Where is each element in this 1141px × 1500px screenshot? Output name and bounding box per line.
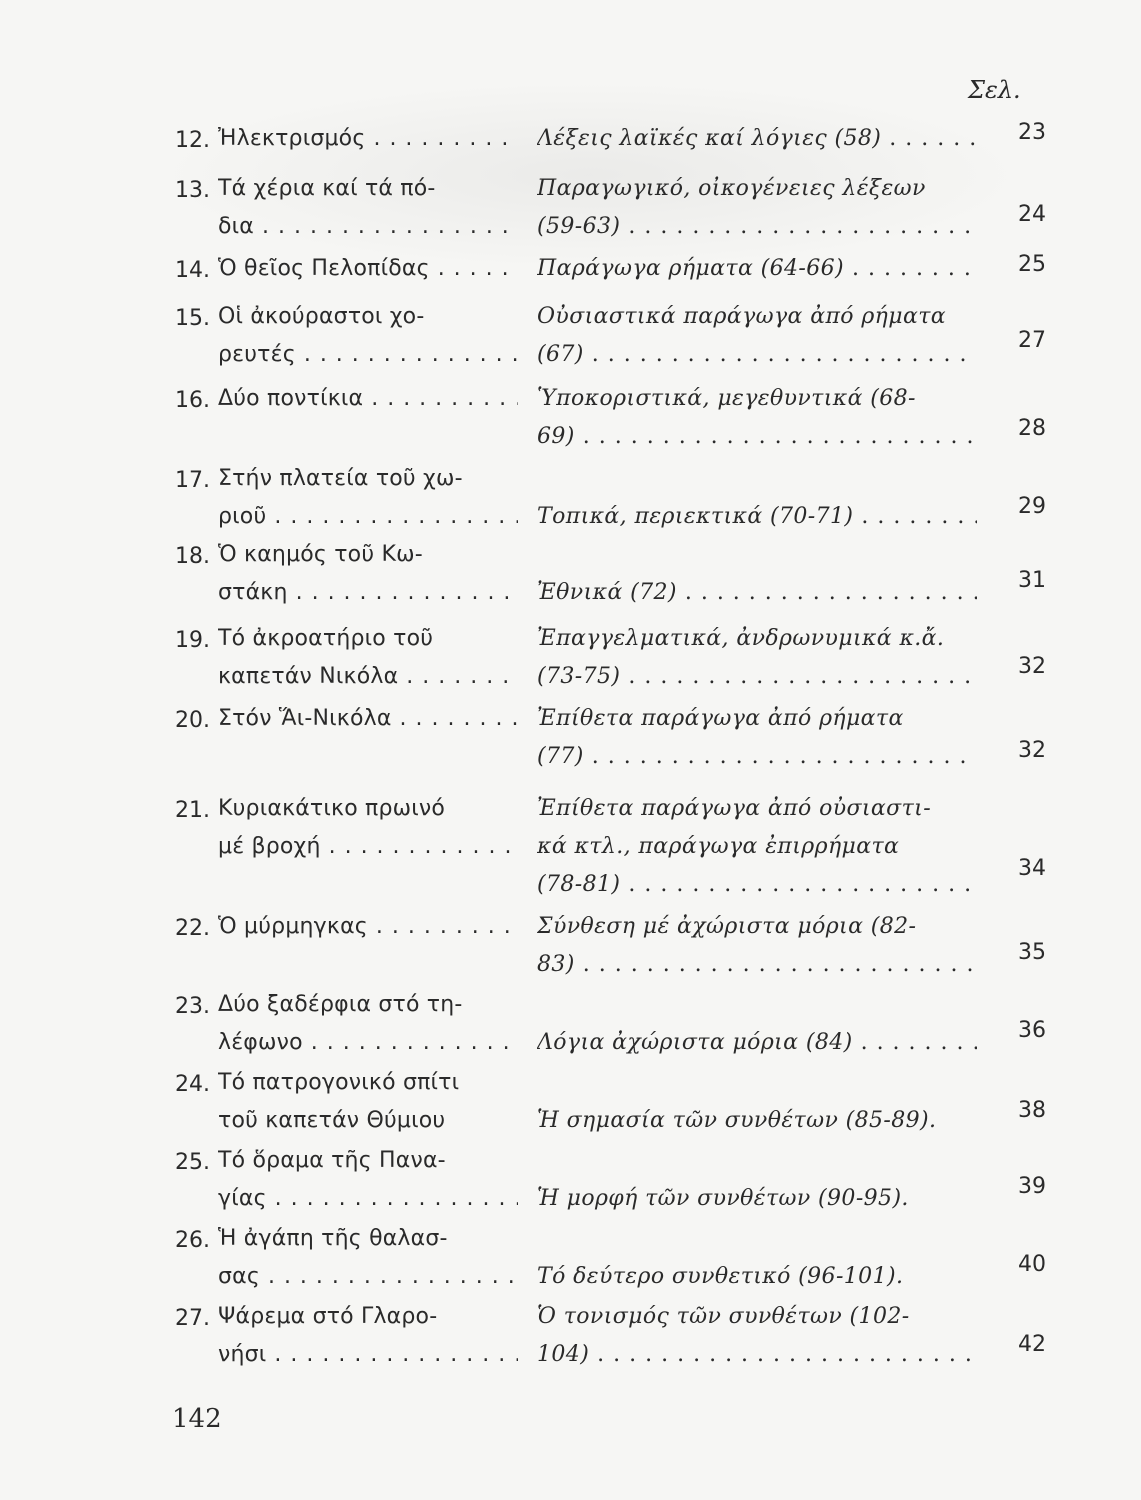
entry-topic-line: Ὑποκοριστικά, μεγεθυντικά (68- <box>537 386 916 411</box>
entry-page: 34 <box>1018 856 1046 881</box>
entry-topic-line: Ὁ τονισμός τῶν συνθέτων (102- <box>537 1304 910 1329</box>
entry-topic-line: Σύνθεση μέ ἀχώριστα μόρια (82- <box>537 914 917 939</box>
entry-page: 31 <box>1018 568 1046 593</box>
entry-number: 24. <box>175 1072 210 1097</box>
entry-title-line: Οἱ ἀκούραστοι χο- <box>218 304 425 329</box>
entry-title-line: γίας . . . <box>218 1180 518 1218</box>
entry-topic <box>537 298 977 374</box>
entry-title <box>218 460 518 536</box>
entry-topic-line: (59-63) . . . <box>537 208 977 246</box>
entry-page: 29 <box>1018 494 1046 519</box>
entry-number: 21. <box>175 798 210 823</box>
entry-title-line: σας . . . <box>218 1258 518 1296</box>
entry-title-line: καπετάν Νικόλα . . . <box>218 658 518 696</box>
entry-topic <box>537 460 977 536</box>
entry-title <box>218 1220 518 1296</box>
entry-page: 28 <box>1018 416 1046 441</box>
entry-number: 13. <box>175 178 210 203</box>
entry-title <box>218 1298 518 1374</box>
entry-number: 18. <box>175 544 210 569</box>
entry-page: 38 <box>1018 1098 1046 1123</box>
entry-title-line: Δύο ποντίκια . . . <box>218 380 518 418</box>
entry-topic-line: Τό δεύτερο συνθετικό (96-101). <box>537 1264 904 1289</box>
entry-topic <box>537 790 977 904</box>
entry-topic-line: (73-75) . . . <box>537 658 977 696</box>
entry-title-line: Ἠλεκτρισμός . . . <box>218 120 518 158</box>
entry-number: 27. <box>175 1306 210 1331</box>
page-column-header: Σελ. <box>968 76 1021 104</box>
entry-topic <box>537 1220 977 1296</box>
entry-topic <box>537 250 977 288</box>
entry-title-line: Τό ἀκροατήριο τοῦ <box>218 626 434 651</box>
entry-title-line: Στόν Ἅι-Νικόλα . . . <box>218 700 518 738</box>
entry-topic-line: Παραγωγικό, οἰκογένειες λέξεων <box>537 176 926 201</box>
page-number: 142 <box>172 1404 222 1434</box>
entry-title-line: Στήν πλατεία τοῦ χω- <box>218 466 463 491</box>
entry-title-line: Ἡ ἀγάπη τῆς θαλασ- <box>218 1226 448 1251</box>
entry-topic <box>537 380 977 456</box>
entry-title <box>218 790 518 866</box>
entry-number: 26. <box>175 1228 210 1253</box>
entry-title-line: Δύο ξαδέρφια στό τη- <box>218 992 463 1017</box>
entry-number: 22. <box>175 916 210 941</box>
entry-title-line: Ὁ μύρμηγκας . . . <box>218 908 518 946</box>
entry-topic <box>537 1142 977 1218</box>
entry-topic-line: Λέξεις λαϊκές καί λόγιες (58) . . . <box>537 120 977 158</box>
entry-title <box>218 986 518 1062</box>
entry-title-line: δια . . . <box>218 208 518 246</box>
entry-number: 19. <box>175 628 210 653</box>
entry-topic-line: (77) . . . <box>537 738 977 776</box>
entry-topic-line: Λόγια ἀχώριστα μόρια (84) . . . <box>537 1024 977 1062</box>
entry-topic <box>537 170 977 246</box>
entry-topic-line <box>537 986 977 1024</box>
entry-number: 16. <box>175 388 210 413</box>
entry-title-line: Ὁ θεῖος Πελοπίδας . . . <box>218 250 518 288</box>
entry-title-line: στάκη . . . <box>218 574 518 612</box>
entry-number: 15. <box>175 306 210 331</box>
entry-topic-line: Ἐθνικά (72) . . . <box>537 574 977 612</box>
entry-title-line: λέφωνο . . . <box>218 1024 518 1062</box>
entry-page: 39 <box>1018 1174 1046 1199</box>
entry-topic <box>537 536 977 612</box>
entry-topic-line <box>537 1220 977 1258</box>
entry-page: 25 <box>1018 252 1046 277</box>
entry-number: 14. <box>175 258 210 283</box>
entry-title-line: Τό πατρογονικό σπίτι <box>218 1070 460 1095</box>
entry-topic-line: 104) . . . <box>537 1336 977 1374</box>
entry-topic <box>537 120 977 158</box>
entry-page: 32 <box>1018 738 1046 763</box>
entry-title <box>218 1142 518 1218</box>
entry-page: 35 <box>1018 940 1046 965</box>
entry-title <box>218 908 518 946</box>
entry-page: 40 <box>1018 1252 1046 1277</box>
entry-number: 25. <box>175 1150 210 1175</box>
entry-topic-line: Ἐπίθετα παράγωγα ἀπό ρήματα <box>537 706 904 731</box>
entry-topic-line: Παράγωγα ρήματα (64-66) . . . <box>537 250 977 288</box>
entry-title-line: τοῦ καπετάν Θύμιου <box>218 1108 446 1133</box>
entry-title-line: Ὁ καημός τοῦ Κω- <box>218 542 423 567</box>
entry-number: 12. <box>175 128 210 153</box>
entry-topic-line: κά κτλ., παράγωγα ἐπιρρήματα <box>537 834 900 859</box>
entry-topic-line: Οὐσιαστικά παράγωγα ἀπό ρήματα <box>537 304 947 329</box>
entry-topic <box>537 1064 977 1140</box>
entry-title-line: Τά χέρια καί τά πό- <box>218 176 436 201</box>
entry-topic-line <box>537 460 977 498</box>
entry-page: 32 <box>1018 654 1046 679</box>
entry-page: 42 <box>1018 1332 1046 1357</box>
entry-title <box>218 250 518 288</box>
entry-page: 24 <box>1018 202 1046 227</box>
entry-topic-line: Τοπικά, περιεκτικά (70-71) . . . <box>537 498 977 536</box>
entry-topic <box>537 1298 977 1374</box>
entry-title-line: Τό ὅραμα τῆς Πανα- <box>218 1148 446 1173</box>
entry-title-line: νήσι . . . <box>218 1336 518 1374</box>
entry-topic <box>537 700 977 776</box>
entry-title-line: ρευτές . . . <box>218 336 518 374</box>
entry-page: 27 <box>1018 328 1046 353</box>
entry-topic-line <box>537 536 977 574</box>
entry-number: 17. <box>175 468 210 493</box>
entry-topic-line: Ἐπίθετα παράγωγα ἀπό οὐσιαστι- <box>537 796 932 821</box>
entry-topic <box>537 620 977 696</box>
entry-title <box>218 380 518 418</box>
entry-title-line: Κυριακάτικο πρωινό <box>218 796 446 821</box>
entry-number: 23. <box>175 994 210 1019</box>
entry-topic-line <box>537 1142 977 1180</box>
entry-page: 36 <box>1018 1018 1046 1043</box>
entry-title <box>218 620 518 696</box>
entry-title <box>218 120 518 158</box>
entry-title-line: ριοῦ . . . <box>218 498 518 536</box>
entry-title <box>218 170 518 246</box>
entry-topic <box>537 986 977 1062</box>
entry-title <box>218 700 518 738</box>
entry-page: 23 <box>1018 120 1046 145</box>
entry-topic-line: Ἡ σημασία τῶν συνθέτων (85-89). <box>537 1108 937 1133</box>
entry-title <box>218 298 518 374</box>
entry-topic-line: Ἐπαγγελματικά, ἀνδρωνυμικά κ.ἄ. <box>537 626 945 651</box>
entry-topic-line: (67) . . . <box>537 336 977 374</box>
entry-topic-line: 69) . . . <box>537 418 977 456</box>
entry-topic-line: Ἡ μορφή τῶν συνθέτων (90-95). <box>537 1186 909 1211</box>
entry-title-line: Ψάρεμα στό Γλαρο- <box>218 1304 438 1329</box>
entry-title <box>218 1064 518 1140</box>
entry-title <box>218 536 518 612</box>
entry-topic <box>537 908 977 984</box>
entry-number: 20. <box>175 708 210 733</box>
entry-topic-line: (78-81) . . . <box>537 866 977 904</box>
entry-title-line: μέ βροχή . . . <box>218 828 518 866</box>
entry-topic-line: 83) . . . <box>537 946 977 984</box>
entry-topic-line <box>537 1064 977 1102</box>
